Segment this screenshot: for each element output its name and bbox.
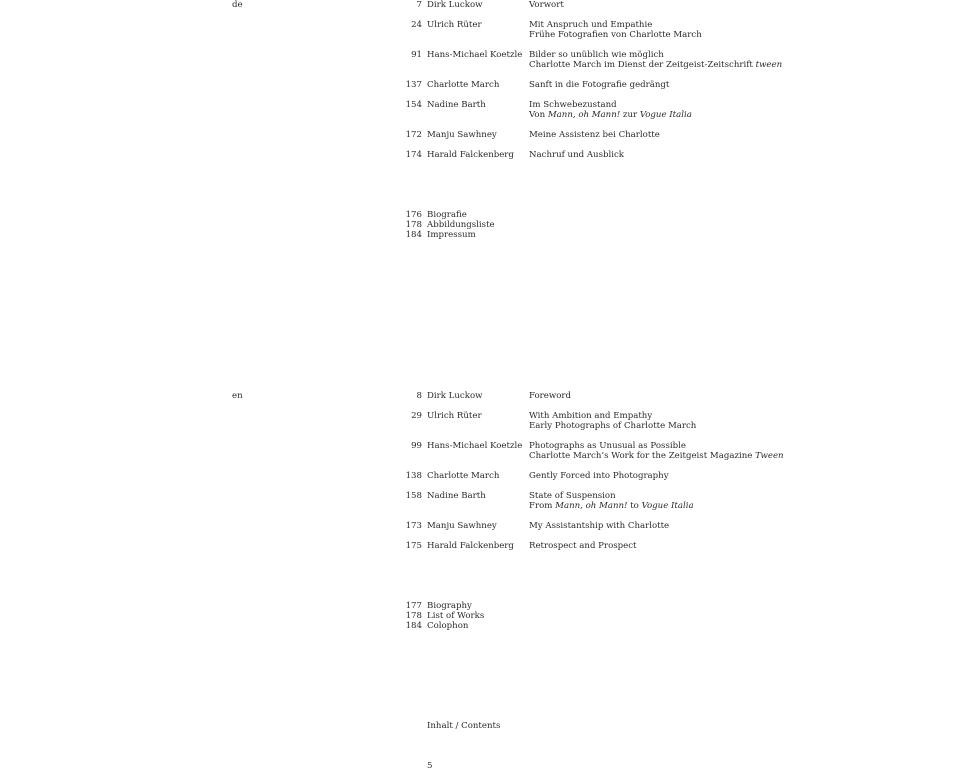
- entry-page-number: 172: [405, 130, 422, 140]
- title-text: My Assistantship with Charlotte: [529, 521, 670, 531]
- entry-title-line: [529, 391, 949, 401]
- entry-page-number: 158: [405, 491, 422, 501]
- entry-author: Dirk Luckow: [427, 0, 483, 10]
- title-text: Retrospect and Prospect: [529, 541, 637, 551]
- running-title: Inhalt / Contents: [427, 721, 501, 731]
- title-text: to: [627, 501, 642, 512]
- language-tag: de: [232, 0, 243, 10]
- entry-title: [529, 471, 949, 481]
- title-text: Early Photographs of Charlotte March: [529, 421, 697, 432]
- appendix-page-number: 184: [405, 230, 422, 241]
- entry-title-line: [529, 521, 949, 531]
- appendix-entry: [0, 621, 970, 631]
- entry-author: Harald Falckenberg: [427, 150, 514, 160]
- entry-author: Dirk Luckow: [427, 391, 483, 401]
- appendix-entry: [0, 220, 970, 230]
- entry-title: [529, 80, 949, 90]
- entry-title-line: [529, 471, 949, 481]
- entry-title: [529, 491, 949, 511]
- publication-title: Tween: [755, 451, 784, 462]
- entry-title-line: [529, 421, 949, 431]
- title-text: Meine Assistenz bei Charlotte: [529, 130, 660, 140]
- appendix-page-number: 178: [405, 611, 422, 622]
- entry-title-line: [529, 411, 949, 421]
- publication-title: Mann, oh Mann!: [547, 110, 621, 121]
- entry-title-line: [529, 491, 949, 501]
- entry-title-line: [529, 150, 949, 160]
- appendix-label: List of Works: [427, 611, 485, 622]
- entry-author: Ulrich Rüter: [427, 411, 482, 421]
- entry-page-number: 7: [416, 0, 422, 10]
- title-text: State of Suspension: [529, 491, 616, 501]
- entry-page-number: 174: [405, 150, 422, 160]
- appendix-label: Biography: [427, 601, 472, 611]
- publication-title: Vogue Italia: [641, 501, 694, 512]
- entry-title-line: [529, 80, 949, 90]
- publication-title: Vogue Italia: [639, 110, 692, 121]
- appendix-page-number: 177: [405, 601, 422, 611]
- entry-title: [529, 130, 949, 140]
- entry-author: Manju Sawhney: [427, 130, 497, 140]
- appendix-entry: [0, 230, 970, 240]
- appendix-label: Colophon: [427, 621, 469, 632]
- title-text: Charlotte March im Dienst der Zeitgeist-Zeitschrift: [529, 60, 756, 71]
- appendix-page-number: 178: [405, 220, 422, 231]
- appendix-label: Impressum: [427, 230, 476, 241]
- entry-title: [529, 411, 949, 431]
- entry-title: [529, 100, 949, 120]
- entry-page-number: 24: [411, 20, 422, 30]
- page-number: 5: [427, 761, 433, 771]
- entry-title: [529, 391, 949, 401]
- publication-title: tween: [755, 60, 783, 71]
- entry-page-number: 175: [405, 541, 422, 551]
- entry-page-number: 99: [411, 441, 422, 451]
- appendix-entry: [0, 210, 970, 220]
- entry-title-line: [529, 110, 949, 120]
- title-text: Charlotte March’s Work for the Zeitgeist Magazine: [529, 451, 756, 462]
- entry-title-line: [529, 501, 949, 511]
- entry-page-number: 8: [416, 391, 422, 401]
- entry-title: [529, 50, 949, 70]
- entry-title-line: [529, 130, 949, 140]
- title-text: Vorwort: [529, 0, 564, 10]
- title-text: Von: [529, 110, 548, 121]
- appendix-entry: [0, 601, 970, 611]
- appendix-label: Abbildungsliste: [427, 220, 495, 231]
- entry-title-line: [529, 60, 949, 70]
- entry-title-line: [529, 50, 949, 60]
- entry-title: [529, 20, 949, 40]
- entry-page-number: 173: [405, 521, 422, 531]
- entry-page-number: 154: [405, 100, 422, 110]
- entry-author: Nadine Barth: [427, 100, 486, 110]
- entry-title-line: [529, 30, 949, 40]
- entry-title: [529, 541, 949, 551]
- entry-page-number: 29: [411, 411, 422, 421]
- language-tag: en: [232, 391, 243, 401]
- appendix-entry: [0, 611, 970, 621]
- appendix-page-number: 184: [405, 621, 422, 632]
- entry-title: [529, 521, 949, 531]
- entry-title-line: [529, 20, 949, 30]
- entry-title: [529, 441, 949, 461]
- title-text: Frühe Fotografien von Charlotte March: [529, 30, 702, 41]
- entry-title-line: [529, 100, 949, 110]
- title-text: From: [529, 501, 556, 512]
- title-text: Gently Forced into Photography: [529, 471, 669, 481]
- title-text: Bilder so unüblich wie möglich: [529, 50, 664, 60]
- entry-title-line: [529, 0, 949, 10]
- entry-title-line: [529, 441, 949, 451]
- appendix-page-number: 176: [405, 210, 422, 220]
- entry-page-number: 91: [411, 50, 422, 60]
- title-text: Nachruf und Ausblick: [529, 150, 625, 160]
- entry-author: Charlotte March: [427, 80, 500, 90]
- publication-title: Mann, oh Mann!: [555, 501, 628, 512]
- title-text: Mit Anspruch und Empathie: [529, 20, 653, 30]
- entry-author: Charlotte March: [427, 471, 500, 481]
- entry-author: Ulrich Rüter: [427, 20, 482, 30]
- entry-author: Manju Sawhney: [427, 521, 497, 531]
- entry-page-number: 138: [405, 471, 422, 481]
- entry-author: Hans-Michael Koetzle: [427, 441, 523, 451]
- entry-title-line: [529, 541, 949, 551]
- entry-title: [529, 0, 949, 10]
- entry-title: [529, 150, 949, 160]
- entry-page-number: 137: [405, 80, 422, 90]
- entry-author: Hans-Michael Koetzle: [427, 50, 523, 60]
- title-text: Photographs as Unusual as Possible: [529, 441, 686, 451]
- entry-title-line: [529, 451, 949, 461]
- appendix-label: Biografie: [427, 210, 467, 220]
- entry-author: Nadine Barth: [427, 491, 486, 501]
- title-text: Sanft in die Fotografie gedrängt: [529, 80, 670, 90]
- title-text: With Ambition and Empathy: [529, 411, 653, 421]
- title-text: zur: [620, 110, 640, 121]
- entry-author: Harald Falckenberg: [427, 541, 514, 551]
- title-text: Im Schwebezustand: [529, 100, 617, 110]
- title-text: Foreword: [529, 391, 571, 401]
